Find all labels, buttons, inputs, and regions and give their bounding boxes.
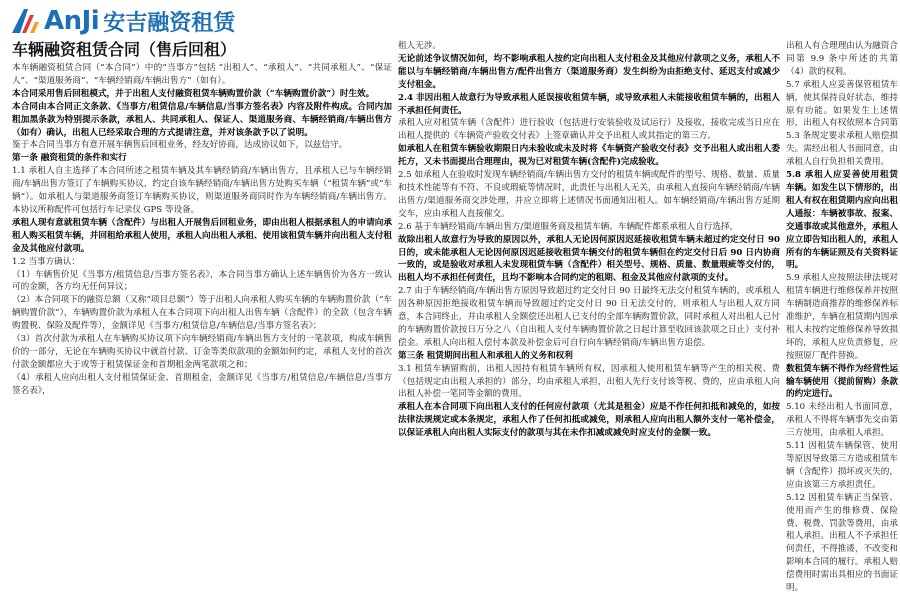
contract-paragraph: 5.9 承租人应按照法律法规对租赁车辆进行维修保养并按照车辆制造商推荐的维修保养标准维护，车辆在租赁期内因承租人未按约定维修保养导致损坏的，承租人应负责修复，应按照原厂配件替换。 bbox=[786, 273, 898, 361]
contract-paragraph: 2.5 如承租人在验收时发现车辆经销商/车辆出售方交付的租赁车辆或配件的型号、规格、数量、质量和技术性能等有不符、不良或瑕疵等情况时，此责任与出租人无关，由承租人直接向车辆经销商/车辆出售方/渠道服务商交涉处理，并应立即将上述情况书面通知出租人。如车辆经销商/车辆出售方延期交车，应由承租人直接催交。 bbox=[398, 170, 780, 219]
contract-paragraph: 无论前述争议情况如何，均不影响承租人按约定向出租人支付租金及其他应付款项之义务，承租人不能以与车辆经销商/车辆出售方/配件出售方（渠道服务商）发生纠纷为由拒绝支付、延迟支付或减少支付租金。 bbox=[398, 53, 780, 90]
company-logo bbox=[10, 6, 235, 36]
logo-text-en: AnJi bbox=[44, 6, 100, 36]
section-heading: 第一条 融资租赁的条件和实行 bbox=[12, 153, 127, 164]
contract-paragraph: 本合同采用售后回租模式，并于出租人支付融资租赁车辆购置价款（“车辆购置价款”）时生效。 bbox=[12, 88, 375, 99]
contract-column-1 bbox=[12, 40, 392, 493]
column-1-body bbox=[12, 62, 392, 398]
contract-paragraph: 承租人应对租赁车辆（含配件）进行验收（包括进行安装验收及试运行）及接收，接收完成当日应在出租人提供的《车辆资产验收交付表》上签章确认并交予出租人或其指定的第三方。 bbox=[398, 118, 780, 142]
contract-paragraph: 承租人现有意就租赁车辆（含配件）与出租人开展售后回租业务，即由出租人根据承租人的申请向承租人购买租赁车辆，并回租给承租人使用，承租人向出租人承租、使用该租赁车辆并向出租人支付租金及其他应付款项。 bbox=[12, 217, 392, 254]
contract-paragraph: （3）首次付款为承租人在车辆购买协议项下向车辆经销商/车辆出售方支付的一笔款项，构成车辆售价的一部分，无论在车辆购买协议中就首付款、订金等类似款项的金额如何约定，承租人支付的首次付款金额都应大于或等于租赁保证金和首期租金两笔款项之和； bbox=[12, 334, 392, 370]
contract-paragraph: 出租人有合理理由认为融资合同第 9.9 条中所述的共第（4）款的权利。 bbox=[786, 41, 898, 77]
contract-paragraph: （4）承租人应向出租人支付租赁保证金、首期租金，金额详见《当事方/租赁信息/车辆信息/当事方签名表》， bbox=[12, 372, 392, 396]
contract-paragraph: 1.2 当事方确认： bbox=[12, 256, 80, 267]
contract-paragraph: 故除出租人故意行为导致的原因以外，承租人无论因何原因迟延接收租赁车辆未超过约定交付日 90 日的，或未能承租人无论因何原因迟延接收租赁车辆交付的租赁车辆但在约定交付日后 90 日内协商一致的，或是验收对承租人未发现租赁车辆（含配件）相关型号、规格、质量、数量瑕疵等交付的，出租人均不承担任何责任，且均不影响本合同约定的租期、租金及其他应付款项的支付。 bbox=[398, 234, 780, 284]
contract-paragraph: 2.4 非因出租人故意行为导致承租人延误接收租赁车辆，或导致承租人未能接收租赁车辆的，出租人不承担任何责任。 bbox=[398, 92, 780, 116]
contract-paragraph: （2）本合同项下的融资总额（又称“项目总额”）等于出租人向承租人购买车辆的车辆购置价款（“车辆购置价款”），车辆购置价款为承租人在本合同项下向出租人出售车辆（含配件）的全款（包含车辆购置税、保险及配件等），金额详见《当事方/租赁信息/车辆信息/当事方签名表》； bbox=[12, 295, 392, 332]
contract-title: 车辆融资租赁合同（售后回租） bbox=[12, 40, 237, 59]
contract-paragraph: 5.8 承租人应妥善使用租赁车辆。如发生以下情形的，出租人有权在租赁期内应向出租人通报：车辆被事故、报案、交通事故或其他意外，承租人应立即告知出租人的，承租人所有的车辆证照及有关资料证明。 bbox=[786, 170, 898, 271]
anji-logo-icon bbox=[10, 7, 40, 35]
contract-paragraph: 本合同由本合同正文条款、《当事方/租赁信息/车辆信息/当事方签名表》内容及附件构成。合同内加粗加黑条款为特别提示条款，承租人、共同承租人、保证人、渠道服务商、车辆经销商/车辆出售方（如有）确认，出租人已经采取合理的方式提请注意，并对该条款予以了说明。 bbox=[12, 101, 392, 138]
logo-text-cn: 安吉融资租赁 bbox=[103, 10, 236, 36]
section-heading: 第三条 租赁期间出租人和承租人的义务和权利 bbox=[398, 350, 573, 361]
header bbox=[0, 0, 900, 40]
contract-paragraph: 如承租人在租赁车辆验收期限日内未验收或未及时将《车辆资产验收交付表》交予出租人或出租人委托方，又未书面提出合理理由，视为已对租赁车辆(含配件)完成验收。 bbox=[398, 144, 780, 168]
contract-paragraph: 5.12 因租赁车辆正当保管、使用而产生的维修费、保险费、税费、罚款等费用，由承租人承担。出租人不予承担任何责任，不得推诿，不改变和影响本合同的履行。承租人赔偿费用时需出具相应的书面证明。 bbox=[786, 492, 898, 594]
column-3-body bbox=[786, 40, 898, 595]
contract-paragraph: 本车辆融资租赁合同（“本合同”）中的“当事方”包括 “出租人”、“承租人”、“共同承租人”、“保证人”、“渠道服务商”、“车辆经销商/车辆出售方”（如有）。 bbox=[12, 63, 392, 86]
column-2-body bbox=[398, 40, 780, 440]
contract-paragraph: 鉴于本合同当事方有意开展车辆售后回租业务，经友好协商，达成协议如下，以兹信守。 bbox=[12, 140, 348, 151]
contract-paragraph: 1.1 承租人自主选择了本合同所述之租赁车辆及其车辆经销商/车辆出售方，且承租人已与车辆经销商/车辆出售方签订了车辆购买协议，约定自该车辆经销商/车辆出售方处购买车辆（“租赁车辆”或“车辆”）。如承租人与渠道服务商签订车辆购买协议，则渠道服务商同时作为车辆经销商/车辆出售方。本协议所称配件可包括行车记录仪 GPS 等设备。 bbox=[12, 166, 392, 215]
contract-paragraph: 2.6 基于车辆经销商/车辆出售方/渠道服务商及租赁车辆、车辆配件都系承租人自行选择， bbox=[398, 221, 739, 232]
contract-column-3 bbox=[786, 40, 898, 594]
contract-paragraph: （1）车辆售价见《当事方/租赁信息/当事方签名表》，本合同当事方确认上述车辆售价为各方一致认可的金额，各方均无任何异议； bbox=[12, 269, 392, 293]
contract-paragraph: 5.10 未经出租人书面同意，承租人不得将车辆事先交由第三方使用，由承租人承担。 bbox=[786, 402, 898, 439]
contract-page bbox=[0, 40, 900, 594]
contract-paragraph: 5.11 因租赁车辆保管、使用等原因导致第三方造成租赁车辆（含配件）损坏或灭失的，应由该第三方承担责任。 bbox=[786, 441, 898, 490]
contract-paragraph: 2.7 由于车辆经销商/车辆出售方原因导致超过约定交付日 90 日最终无法交付租赁车辆的，或承租人因各种原因拒绝接收租赁车辆而导致超过约定交付日 90 日无法交付的，则承租人与出租人双方同意，本合同终止，并由承租人全额偿还出租人已支付的全部车辆购置价款，同时承租人对出租人已付的车辆购置价款按日万分之八（自出租人支付车辆购置价款之日起计算至收回该款项之日止）支付补偿金。承租人向出租人偿付本款及补偿金后可自行向车辆经销商/车辆出售方追偿。 bbox=[398, 286, 780, 348]
contract-column-2 bbox=[398, 40, 780, 493]
contract-paragraph: 3.1 租赁车辆留购前，出租人因持有租赁车辆所有权，因承租人使用租赁车辆等产生的相关税、费（包括规定由出租人承担的）部分，均由承租人承担，出租人先行支付该等税、费的，应由承租人向出租人补偿一笔同等金额的费用。 bbox=[398, 363, 780, 400]
contract-paragraph: 承租人在本合同项下向出租人支付的任何应付款项（尤其是租金）应是不作任何扣抵和减免的，如按法律法规规定或本条规定，承租人作了任何扣抵或减免，则承租人应向出租人额外支付一笔补偿金，以保证承租人向出租人实际支付的款项与其在未作扣减或减免时应支付的金额一致。 bbox=[398, 402, 780, 439]
contract-paragraph: 5.7 承租人应妥善保管租赁车辆，使其保持良好状态，维持原有功能。如果发生上述情形，出租人有权依照本合同第 5.3 条规定要求承租人赔偿损失。需经出租人书面同意，由承租人自行负担相关费用。 bbox=[786, 79, 898, 168]
contract-paragraph: 租人无涉。 bbox=[398, 41, 441, 51]
contract-paragraph: 数租赁车辆不得作为经营性运输车辆使用（提前留购）条款的约定进行。 bbox=[786, 363, 898, 400]
